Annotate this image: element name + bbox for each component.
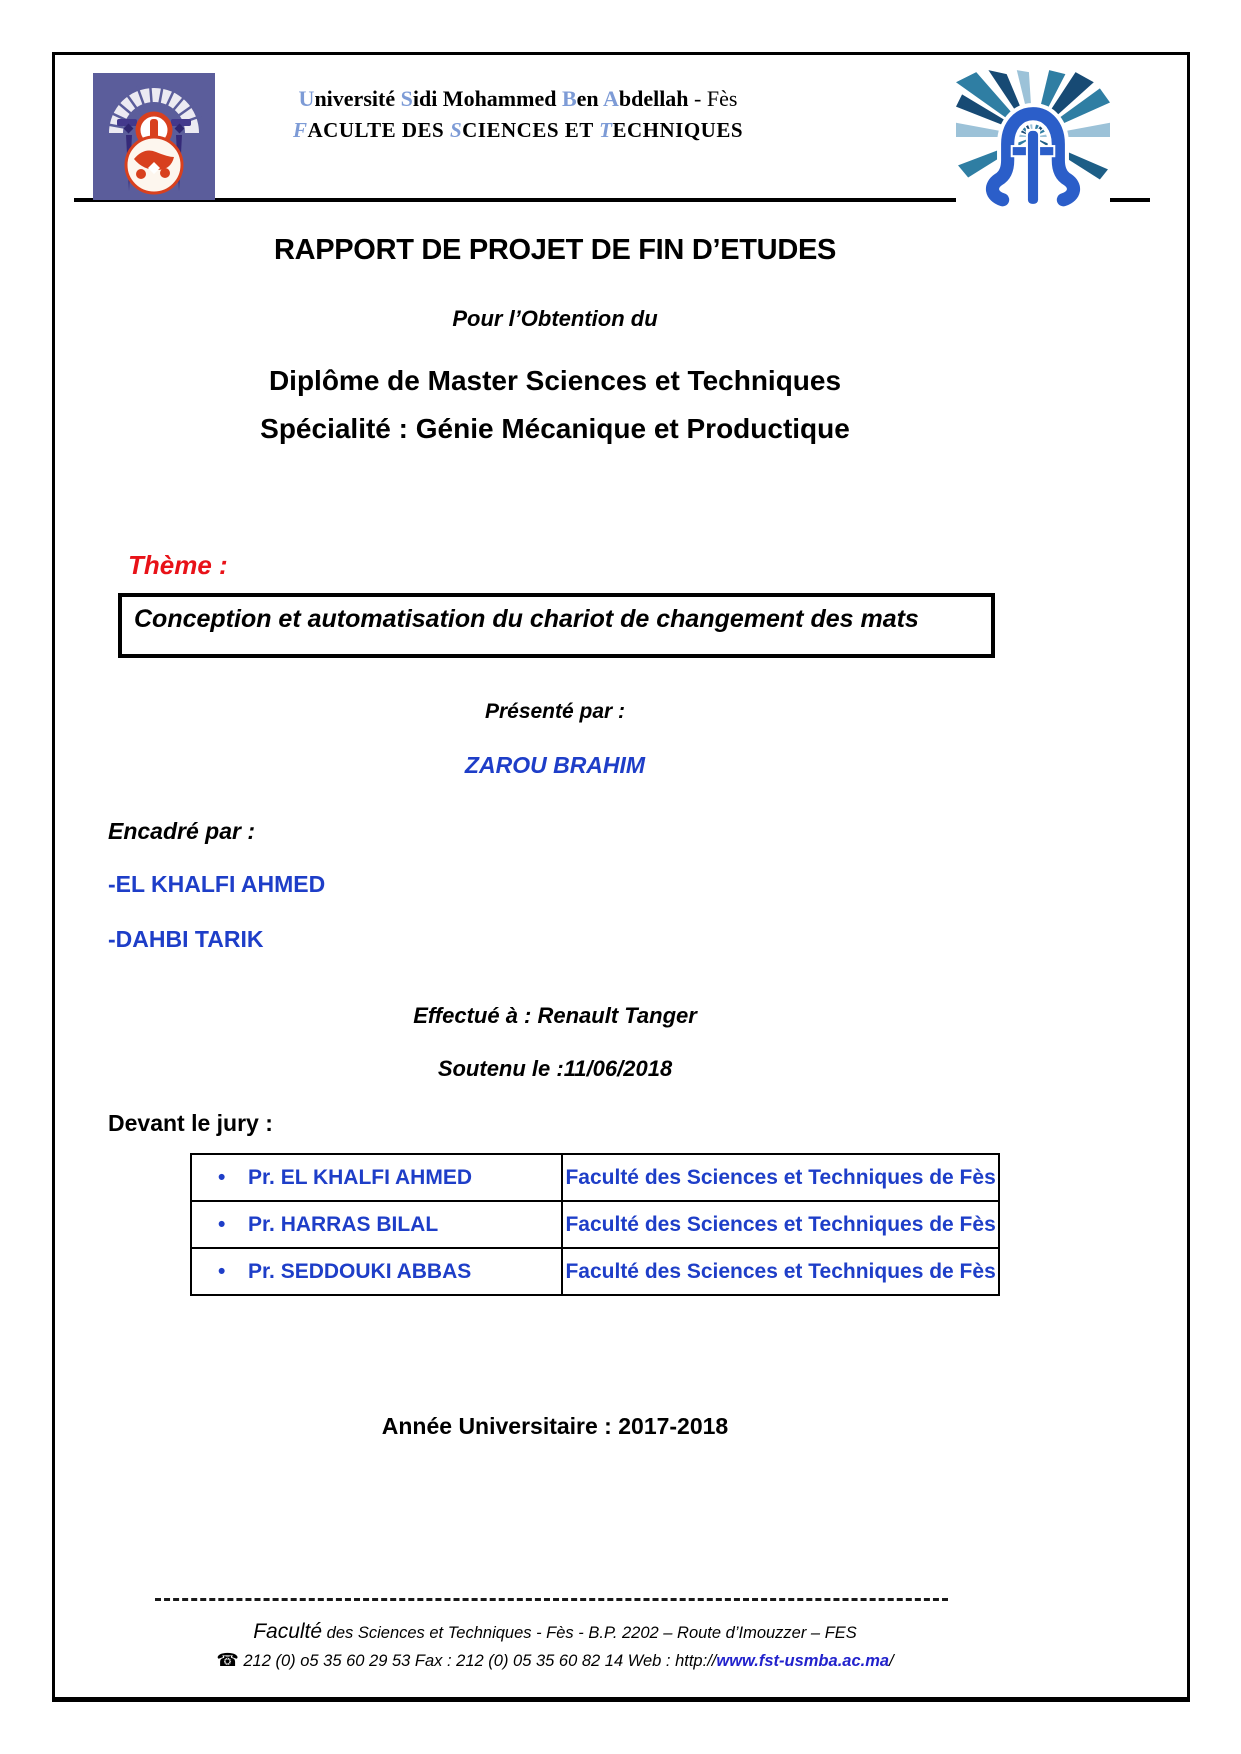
jury-row — [191, 1154, 999, 1201]
defense-date-line: Soutenu le :11/06/2018 — [437, 1056, 673, 1081]
theme-text: Conception et automatisation du chariot de changement des mats — [134, 605, 919, 633]
supervised-by-label: Encadré par : — [108, 818, 255, 844]
student-name: ZAROU BRAHIM — [464, 752, 646, 778]
jury-row — [191, 1201, 999, 1248]
footer-address: Faculté des Sciences et Techniques - Fès - B.P. 2202 – Route d’Imouzzer – FES — [253, 1620, 857, 1643]
location-line: Effectué à : Renault Tanger — [413, 1003, 697, 1028]
university-name: Université Sidi Mohammed Ben Abdellah - Fès — [298, 86, 738, 111]
supervisor-1: -EL KHALFI AHMED — [108, 871, 326, 897]
usmba-university-emblem-icon — [93, 73, 215, 200]
jury-table — [190, 1153, 1000, 1296]
jury-name-cell: • Pr. SEDDOUKI ABBAS — [191, 1248, 562, 1295]
theme-label: Thème : — [128, 550, 228, 580]
jury-name-cell: • Pr. EL KHALFI AHMED — [191, 1154, 562, 1201]
supervisor-2: -DAHBI TARIK — [108, 926, 264, 952]
obtention-subtitle: Pour l’Obtention du — [452, 306, 658, 331]
jury-label: Devant le jury : — [108, 1110, 273, 1136]
bullet-icon: • — [218, 1259, 226, 1283]
jury-affiliation-cell: Faculté des Sciences et Techniques de Fès — [562, 1201, 999, 1248]
jury-row — [191, 1248, 999, 1295]
bullet-icon: • — [218, 1212, 226, 1236]
footer-contact: ☎ 212 (0) o5 35 60 29 53 Fax : 212 (0) 05 35 60 82 14 Web : http://www.fst-usmba.ac.ma/ — [216, 1650, 894, 1670]
theme-box — [118, 593, 995, 658]
footer-divider — [155, 1598, 948, 1601]
jury-name-cell: • Pr. HARRAS BILAL — [191, 1201, 562, 1248]
specialty-line: Spécialité : Génie Mécanique et Productique — [260, 413, 850, 444]
bullet-icon: • — [218, 1165, 226, 1189]
website-link[interactable]: www.fst-usmba.ac.ma — [716, 1652, 890, 1670]
jury-affiliation-cell: Faculté des Sciences et Techniques de Fès — [562, 1154, 999, 1201]
presented-by-label: Présenté par : — [484, 700, 626, 723]
report-title: RAPPORT DE PROJET DE FIN D’ETUDES — [273, 234, 837, 266]
fst-faculty-logo-icon — [956, 68, 1110, 212]
faculty-name: FACULTE DES SCIENCES ET TECHNIQUES — [292, 118, 743, 142]
phone-icon: ☎ — [216, 1650, 239, 1670]
jury-affiliation-cell: Faculté des Sciences et Techniques de Fès — [562, 1248, 999, 1295]
institution-header — [238, 84, 798, 146]
degree-line: Diplôme de Master Sciences et Techniques — [268, 365, 842, 396]
academic-year: Année Universitaire : 2017-2018 — [381, 1413, 729, 1439]
